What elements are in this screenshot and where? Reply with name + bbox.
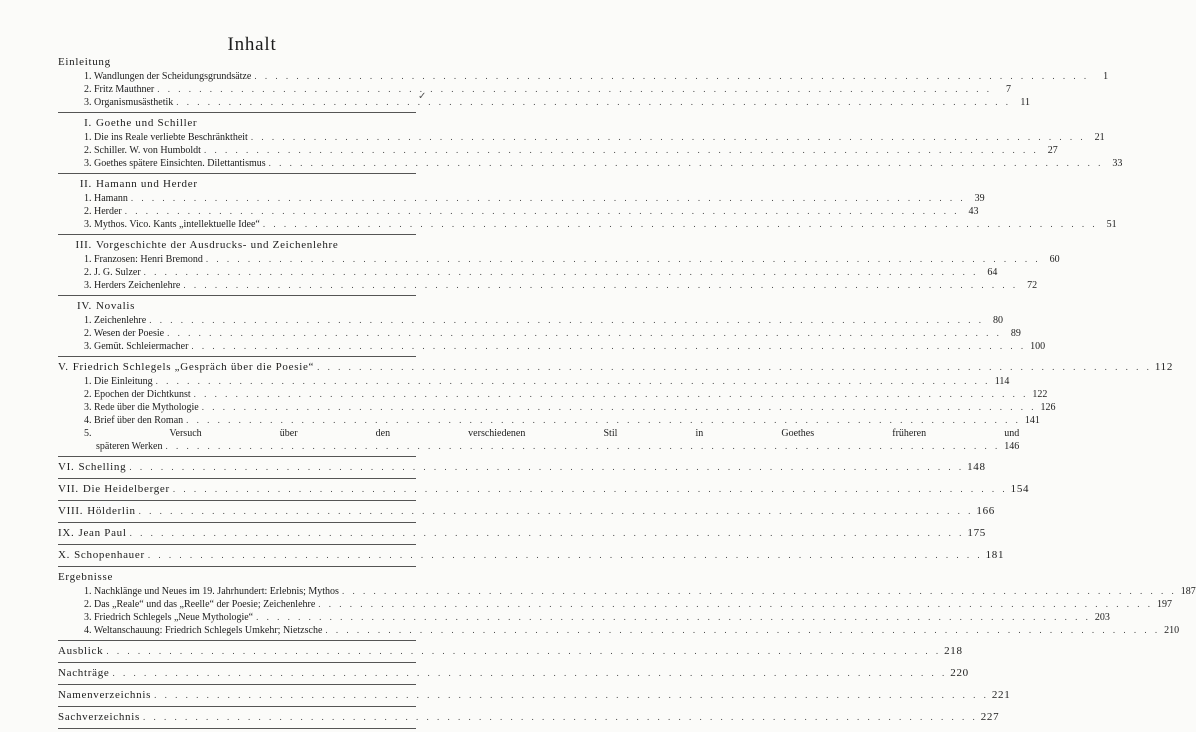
section-title: Hölderlin (87, 505, 136, 517)
toc-entry[interactable] (84, 427, 1020, 453)
toc-entry-label: 1. Hamann (84, 193, 128, 204)
section-heading[interactable] (58, 570, 416, 585)
toc-entry[interactable] (84, 192, 985, 205)
entry-page: 39 (974, 193, 985, 204)
section-heading[interactable] (58, 482, 1030, 497)
toc-entry-label: 2. Schiller. W. von Humboldt (84, 145, 201, 156)
section-title: Hamann und Herder (96, 178, 198, 190)
toc-entry-label: 2. Herder (84, 206, 122, 217)
toc-entry[interactable] (84, 598, 1173, 611)
toc-entry-label: 2. Das „Reale“ und das „Reelle“ der Poesie; Zeichenlehre (84, 599, 316, 610)
section-title: Die Heidelberger (82, 483, 170, 495)
section-heading[interactable] (58, 116, 416, 131)
toc-entry-label: 1. Nachklänge und Neues im 19. Jahrhundert: Erlebnis; Mythos (84, 586, 339, 597)
section-number: IX. (58, 527, 75, 539)
leader-dots (144, 266, 979, 279)
entry-page: 187 (1180, 586, 1196, 597)
toc-entry-line2 (84, 440, 1019, 453)
leader-dots (342, 585, 1177, 598)
toc-entry-label: 4. Weltanschauung: Friedrich Schlegels Umkehr; Nietzsche (84, 625, 323, 636)
toc-entry-label: 3. Goethes spätere Einsichten. Dilettantismus (84, 158, 266, 169)
toc-section (58, 299, 1046, 357)
entry-page: 89 (1010, 328, 1021, 339)
leader-dots (148, 548, 983, 563)
section-title: Ausblick (58, 645, 104, 657)
toc-entry-text (84, 427, 1019, 453)
entry-page: 1 (1103, 71, 1109, 82)
toc-entry-label: 3. Friedrich Schlegels „Neue Mythologie“ (84, 612, 254, 623)
toc-section (58, 460, 986, 479)
leader-dots (125, 205, 960, 218)
section-page: 221 (991, 689, 1011, 701)
toc-entry[interactable] (84, 314, 1003, 327)
entry-page: 210 (1164, 625, 1180, 636)
leader-dots (206, 253, 1041, 266)
leader-dots (131, 192, 966, 205)
leader-dots (269, 157, 1104, 170)
entry-page: 33 (1112, 158, 1123, 169)
section-number: VI. (58, 461, 75, 473)
leader-dots (251, 131, 1086, 144)
leader-dots (113, 666, 948, 681)
leader-dots (204, 144, 1039, 157)
section-heading[interactable] (58, 548, 1005, 563)
section-page: 112 (1154, 361, 1174, 373)
leader-dots (202, 401, 1037, 414)
entry-page: 203 (1094, 612, 1110, 623)
toc-entry-label: 1. Franzosen: Henri Bremond (84, 254, 203, 265)
toc-entry[interactable] (84, 340, 1046, 353)
toc-entry[interactable] (84, 70, 1109, 83)
entry-page: 27 (1047, 145, 1058, 156)
section-page: 220 (950, 667, 969, 679)
leader-dots (106, 644, 941, 659)
toc-section (58, 238, 1060, 296)
toc-entry-label: 1. Zeichenlehre (84, 315, 147, 326)
toc-entry[interactable] (84, 96, 1031, 109)
toc-section (58, 548, 1005, 567)
leader-dots (129, 460, 964, 475)
section-heading[interactable] (58, 55, 416, 70)
section-title: Namenverzeichnis (58, 689, 152, 701)
section-number: X. (58, 549, 71, 561)
section-heading[interactable] (58, 644, 963, 659)
section-page: 148 (967, 461, 986, 473)
leader-dots (256, 611, 1091, 624)
leader-dots (194, 388, 1029, 401)
entry-page: 43 (968, 206, 979, 217)
entry-page: 11 (1020, 97, 1031, 108)
toc-entry-label: 3. Rede über die Mythologie (84, 402, 199, 413)
section-heading[interactable] (58, 710, 1000, 725)
leader-dots (130, 526, 965, 541)
toc-section (58, 116, 1123, 174)
toc-entry-label: 1. Die ins Reale verliebte Beschränktheit (84, 132, 248, 143)
table-of-contents (58, 55, 1196, 732)
section-heading[interactable] (58, 360, 1174, 375)
section-heading[interactable] (58, 238, 416, 253)
toc-entry[interactable] (84, 218, 1117, 231)
leader-dots (191, 340, 1026, 353)
section-title: Einleitung (58, 56, 111, 68)
section-page: 154 (1010, 483, 1030, 495)
leader-dots (154, 688, 989, 703)
toc-section (58, 570, 1196, 641)
leader-dots (317, 360, 1152, 375)
leader-dots (167, 327, 1002, 340)
section-title: Novalis (96, 300, 136, 312)
section-items (84, 192, 1117, 231)
entry-page: 122 (1032, 389, 1048, 400)
entry-page: 146 (1004, 441, 1020, 452)
toc-section (58, 360, 1174, 457)
section-number: VIII. (58, 505, 84, 517)
toc-entry[interactable] (84, 83, 1012, 96)
entry-page: 60 (1049, 254, 1060, 265)
toc-entry[interactable] (84, 157, 1123, 170)
section-title: Vorgeschichte der Ausdrucks- und Zeichenlehre (96, 239, 339, 251)
toc-section (58, 482, 1030, 501)
section-title: Ergebnisse (58, 571, 114, 583)
section-title: Schopenhauer (74, 549, 145, 561)
section-page: 181 (985, 549, 1005, 561)
entry-page: 51 (1106, 219, 1117, 230)
page-title: Inhalt (227, 34, 277, 55)
section-items (84, 375, 1056, 453)
entry-page: 141 (1024, 415, 1040, 426)
toc-section (58, 710, 1000, 729)
toc-section (58, 55, 1109, 113)
toc-section (58, 666, 969, 685)
toc-entry-label: 1. Die Einleitung (84, 376, 153, 387)
entry-page: 197 (1157, 599, 1173, 610)
toc-entry[interactable] (84, 611, 1110, 624)
toc-entry[interactable] (84, 144, 1058, 157)
toc-entry-label: 1. Wandlungen der Scheidungsgrundsätze (84, 71, 252, 82)
section-title: Sachverzeichnis (58, 711, 140, 723)
section-number: V. (58, 361, 69, 373)
section-page: 166 (976, 505, 996, 517)
leader-dots (318, 598, 1153, 611)
toc-entry-label: 2. Epochen der Dichtkunst (84, 389, 191, 400)
section-items (84, 585, 1196, 637)
leader-dots (165, 440, 1000, 453)
toc-entry-label: 3. Herders Zeichenlehre (84, 280, 181, 291)
leader-dots (254, 70, 1089, 83)
leader-dots (173, 482, 1008, 497)
toc-entry-label: 3. Organismusästhetik (84, 97, 174, 108)
toc-entry[interactable] (84, 585, 1196, 598)
entry-page: 80 (992, 315, 1003, 326)
section-title: Jean Paul (78, 527, 127, 539)
entry-page: 64 (987, 267, 998, 278)
toc-section (58, 644, 963, 663)
section-number: III. (75, 239, 92, 251)
toc-entry[interactable] (84, 414, 1040, 427)
toc-entry[interactable] (84, 279, 1038, 292)
toc-entry[interactable] (84, 253, 1060, 266)
toc-section (58, 177, 1117, 235)
toc-entry[interactable] (84, 131, 1105, 144)
entry-page: 7 (1006, 84, 1012, 95)
leader-dots (183, 279, 1018, 292)
section-number: II. (79, 178, 92, 190)
toc-entry[interactable] (84, 327, 1021, 340)
section-items (84, 70, 1109, 109)
section-heading[interactable] (58, 177, 416, 192)
entry-page: 72 (1027, 280, 1038, 291)
leader-dots (156, 375, 991, 388)
section-heading[interactable] (58, 526, 986, 541)
section-title: Goethe und Schiller (96, 117, 198, 129)
section-items (84, 253, 1060, 292)
section-heading[interactable] (58, 666, 969, 681)
section-heading[interactable] (58, 299, 416, 314)
section-number: IV. (76, 300, 92, 312)
entry-page: 100 (1030, 341, 1046, 352)
toc-entry-label: 2. Wesen der Poesie (84, 328, 165, 339)
leader-dots (139, 504, 974, 519)
leader-dots (263, 218, 1098, 231)
toc-entry[interactable] (84, 375, 1010, 388)
check-mark-icon: ✓ (418, 91, 427, 102)
leader-dots (325, 624, 1160, 637)
leader-dots (143, 710, 978, 725)
toc-entry-label: 5. Versuch über den verschiedenen Stil in Goethes früheren und (84, 428, 1020, 439)
leader-dots (157, 83, 992, 96)
section-title: Nachträge (58, 667, 110, 679)
toc-entry[interactable] (84, 624, 1180, 637)
section-page: 175 (967, 527, 986, 539)
section-heading[interactable] (58, 460, 986, 475)
entry-page: 21 (1094, 132, 1105, 143)
toc-entry-label: 3. Gemüt. Schleiermacher (84, 341, 189, 352)
section-page: 227 (980, 711, 1000, 723)
toc-entry[interactable] (84, 388, 1048, 401)
toc-section (58, 526, 986, 545)
section-items (84, 131, 1123, 170)
section-page: 218 (944, 645, 963, 657)
section-number: VII. (58, 483, 79, 495)
toc-entry[interactable] (84, 205, 979, 218)
entry-page: 114 (994, 376, 1010, 387)
section-title: Schelling (78, 461, 127, 473)
toc-entry-label-cont: späteren Werken (96, 441, 163, 452)
section-number: I. (84, 117, 92, 129)
toc-entry[interactable] (84, 401, 1056, 414)
toc-section (58, 688, 1011, 707)
leader-dots (186, 414, 1021, 427)
toc-entry[interactable] (84, 266, 998, 279)
toc-entry-label: 4. Brief über den Roman (84, 415, 184, 426)
toc-entry-label: 2. Fritz Mauthner (84, 84, 155, 95)
leader-dots (176, 96, 1011, 109)
leader-dots (149, 314, 984, 327)
toc-entry-label: 2. J. G. Sulzer (84, 267, 141, 278)
section-items (84, 314, 1046, 353)
section-title: Friedrich Schlegels „Gespräch über die Poesie“ (72, 361, 315, 373)
toc-entry-label: 3. Mythos. Vico. Kants „intellektuelle Idee“ (84, 219, 260, 230)
section-heading[interactable] (58, 688, 1011, 703)
entry-page: 126 (1040, 402, 1056, 413)
toc-section (58, 504, 996, 523)
section-heading[interactable] (58, 504, 996, 519)
